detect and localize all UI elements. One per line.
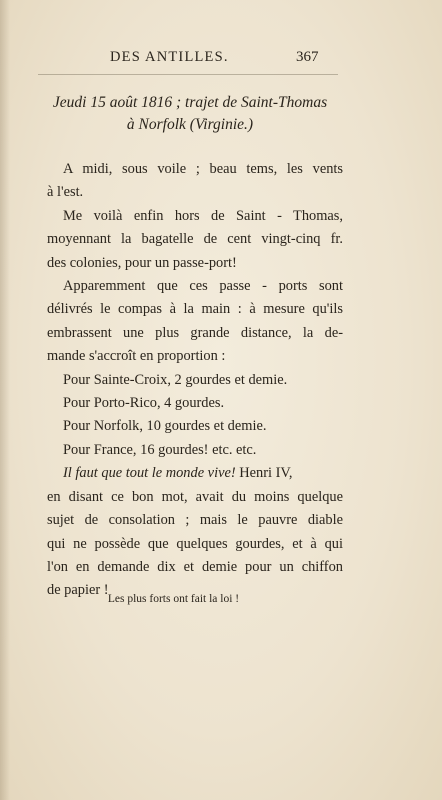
- body-line: délivrés le compas à la main : à mesure qu'ils: [47, 301, 343, 318]
- body-line: Me voilà enfin hors de Saint - Thomas,: [63, 207, 343, 224]
- closing-line: Les plus forts ont fait la loi !: [107, 593, 240, 605]
- italic-quote: Il faut que tout le monde vive!: [63, 465, 236, 482]
- body-line: Apparemment que ces passe - ports sont: [63, 278, 343, 295]
- heading-line-1: Jeudi 15 août 1816 ; trajet de Saint-Thomas: [52, 94, 328, 111]
- body-line: [47, 462, 343, 485]
- body-line: à l'est.: [47, 184, 84, 201]
- body-line: embrassent une plus grande distance, la de-: [47, 324, 343, 341]
- body-line: A midi, sous voile ; beau tems, les vents: [63, 161, 343, 177]
- spine-shadow: [0, 0, 10, 800]
- header-rule: [38, 74, 338, 75]
- running-head: [0, 49, 442, 69]
- body-line: qui ne possède que quelques gourdes, et à qui: [47, 535, 343, 552]
- body-line: des colonies, pour un passe-port!: [47, 254, 237, 271]
- running-title: DES ANTILLES.: [110, 49, 229, 65]
- body-line: mande s'accroît en proportion :: [47, 348, 226, 365]
- body-line: Pour Porto-Rico, 4 gourdes.: [63, 395, 225, 412]
- body-line: Pour Norfolk, 10 gourdes et demie.: [63, 418, 267, 435]
- body-line: Pour France, 16 gourdes! etc. etc.: [63, 441, 257, 458]
- body-line: de papier !: [47, 582, 109, 599]
- page-number: 367: [296, 49, 319, 65]
- body-line-tail: Henri IV,: [235, 465, 293, 482]
- section-heading: [30, 92, 350, 136]
- body-line: moyennant la bagatelle de cent vingt-cinq fr.: [47, 231, 343, 248]
- body-line: en disant ce bon mot, avait du moins quelque: [47, 488, 343, 505]
- body-text: [47, 158, 343, 603]
- body-line: l'on en demande dix et demie pour un chiffon: [47, 558, 343, 575]
- body-line: sujet de consolation ; mais le pauvre diable: [47, 512, 343, 529]
- body-line: Pour Sainte-Croix, 2 gourdes et demie.: [63, 371, 288, 388]
- heading-line-2: à Norfolk (Virginie.): [126, 116, 254, 133]
